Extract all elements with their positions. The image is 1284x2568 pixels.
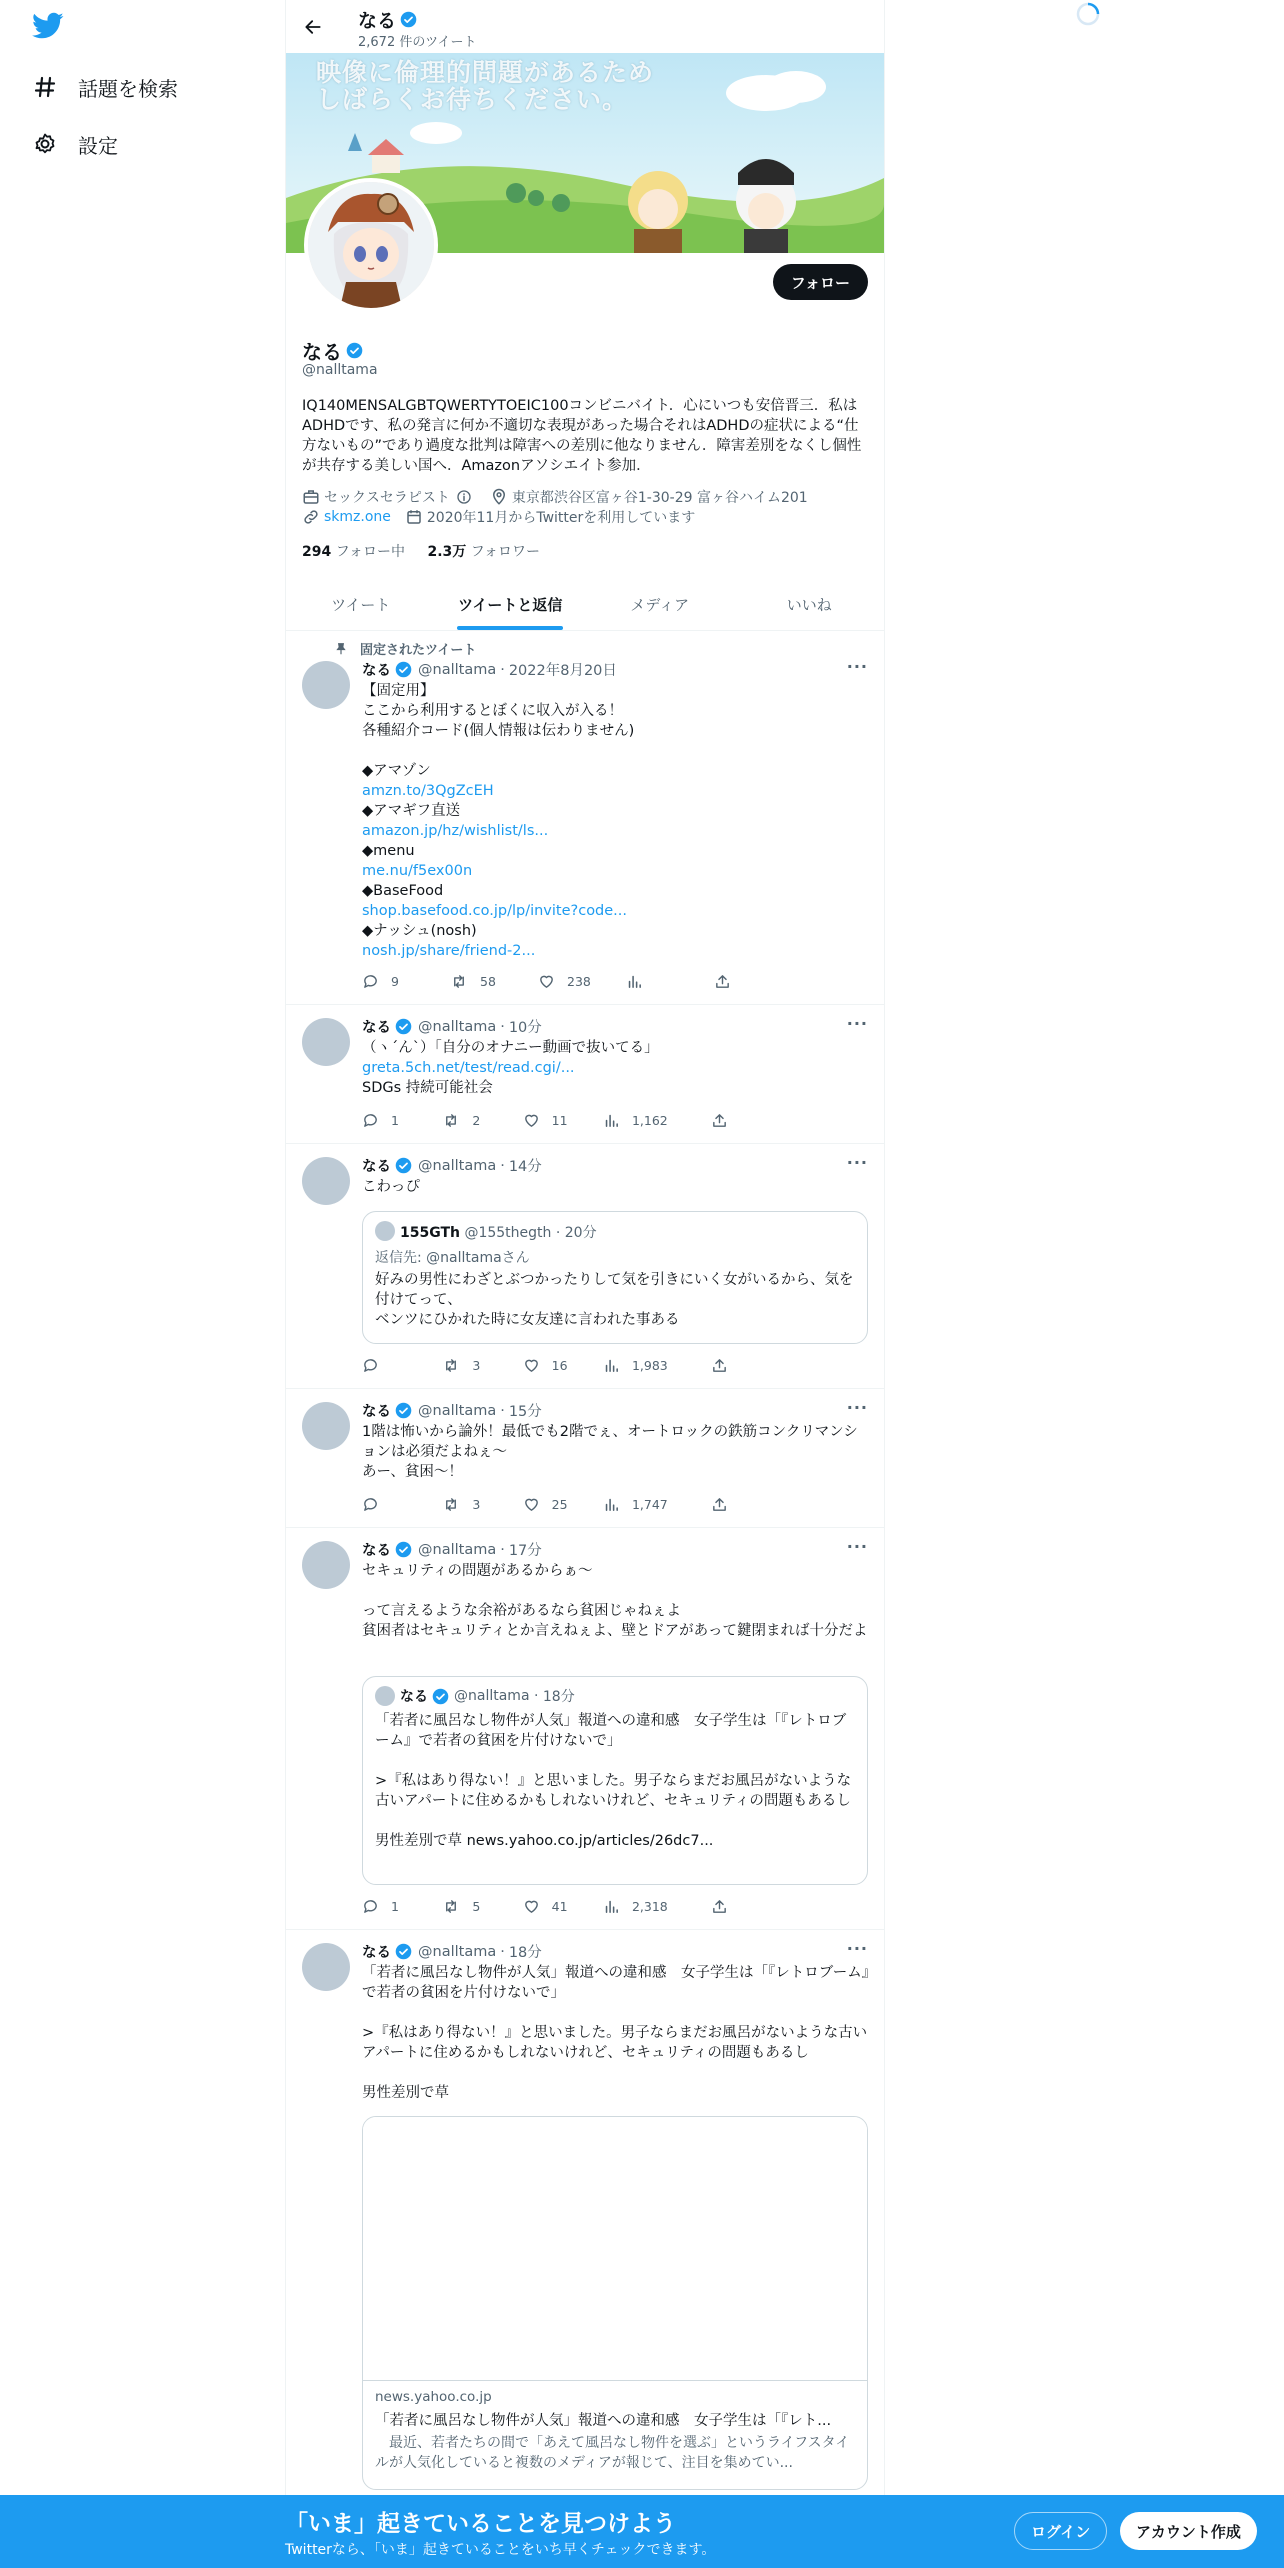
share-icon bbox=[714, 973, 731, 990]
profile-location bbox=[490, 487, 808, 507]
verified-badge-icon bbox=[395, 1157, 412, 1174]
like-button[interactable] bbox=[523, 1496, 603, 1513]
retweet-icon bbox=[442, 1112, 460, 1129]
tab-tweets-and-replies[interactable]: ツイートと返信 bbox=[436, 578, 586, 630]
views-button[interactable] bbox=[603, 1496, 711, 1513]
share-icon bbox=[711, 1112, 728, 1129]
tweet-actions bbox=[362, 973, 802, 990]
tweet-header: なる @nalltama · 14分 bbox=[362, 1155, 542, 1176]
back-arrow-icon[interactable] bbox=[300, 14, 326, 40]
reply-button[interactable] bbox=[362, 1898, 442, 1915]
retweet-button[interactable] bbox=[442, 1112, 522, 1129]
verified-badge-icon bbox=[395, 1018, 412, 1035]
tweet-text-line: 【固定用】 bbox=[362, 683, 435, 699]
tweet-author-name[interactable]: なる bbox=[362, 1159, 391, 1175]
tweet-author-handle: @nalltama bbox=[418, 1943, 497, 1960]
tweet-header: なる @nalltama · 17分 bbox=[362, 1539, 542, 1560]
tweet-time[interactable]: 14分 bbox=[508, 1159, 542, 1175]
profile-follow-stats bbox=[302, 541, 540, 561]
quoted-reply-to: 返信先: @nalltamaさん bbox=[375, 1250, 530, 1266]
tweet-avatar[interactable] bbox=[302, 1018, 350, 1066]
tweet-text-line: SDGs 持続可能社会 bbox=[362, 1080, 493, 1096]
reply-icon bbox=[362, 1357, 379, 1374]
following-count: 294 bbox=[302, 544, 332, 560]
view-count: 1,162 bbox=[631, 1113, 668, 1128]
verified-badge-icon bbox=[395, 1541, 412, 1558]
tweet[interactable] bbox=[286, 1005, 884, 1144]
tweet-author-handle: @nalltama bbox=[418, 1402, 497, 1419]
share-button[interactable] bbox=[711, 1112, 802, 1129]
tweet-text: こわっぴ bbox=[362, 1179, 420, 1195]
nav-explore[interactable] bbox=[32, 67, 178, 107]
tweet-link[interactable]: amzn.to/3QgZcEH bbox=[362, 783, 494, 799]
followers-stat[interactable] bbox=[427, 544, 540, 560]
following-label: フォロー中 bbox=[335, 544, 405, 560]
tweet-text-line: ◆BaseFood bbox=[362, 883, 444, 899]
tweet-time[interactable]: 15分 bbox=[508, 1404, 542, 1420]
signup-banner-subtitle: Twitterなら、「いま」起きていることをいち早くチェックできます。 bbox=[285, 2542, 716, 2558]
reply-count: 1 bbox=[391, 1899, 399, 1914]
tweet-link[interactable]: me.nu/f5ex00n bbox=[362, 863, 473, 879]
retweet-icon bbox=[442, 1898, 460, 1915]
tweet-text-line: ◆アマギフ直送 bbox=[362, 803, 461, 819]
link-card-title: 「若者に風呂なし物件が人気」報道への違和感 女子学生は「『レト... bbox=[375, 2413, 832, 2429]
retweet-count: 2 bbox=[472, 1113, 481, 1128]
profile-tabs bbox=[286, 578, 884, 631]
tweet-text-line: ここから利用するとぼくに収入が入る！ bbox=[362, 703, 623, 719]
profile-avatar[interactable] bbox=[304, 178, 438, 312]
signup-button[interactable]: アカウント作成 bbox=[1120, 2512, 1257, 2550]
tweet[interactable] bbox=[286, 1528, 884, 1930]
share-icon bbox=[711, 1898, 728, 1915]
nav-explore-label: 話題を検索 bbox=[78, 76, 178, 101]
heart-icon bbox=[523, 1496, 540, 1513]
link-card-image bbox=[363, 2117, 867, 2381]
retweet-icon bbox=[442, 1496, 460, 1513]
location-pin-icon bbox=[490, 488, 508, 506]
profile-url-link[interactable]: skmz.one bbox=[324, 509, 391, 525]
profile-bio: IQ140MENSALGBTQWERTYTOEIC100コンビニバイト．心にいつも安倍晋三．私はADHDです、私の発言に何か不適切な表現があった場合それはADHDの症状による“仕方ないもの”であり過度な批判は障害への差別に他なりません．障害差別をなくし個性が共存する美しい国へ．Amazonアソシエイト参加． bbox=[302, 398, 862, 474]
nav-settings[interactable] bbox=[32, 124, 118, 164]
calendar-icon bbox=[405, 508, 423, 526]
pin-icon bbox=[334, 642, 348, 656]
tweet-text-line bbox=[362, 741, 870, 761]
tweet-time[interactable]: 17分 bbox=[508, 1543, 542, 1559]
heart-icon bbox=[523, 1112, 540, 1129]
tweet-text: 1階は怖いから論外！最低でも2階でぇ、オートロックの鉄筋コンクリマンションは必須だよねぇ〜 あー、貧困〜！ bbox=[362, 1424, 858, 1480]
analytics-icon bbox=[603, 1496, 620, 1513]
more-options-icon[interactable]: ··· bbox=[846, 1014, 868, 1033]
profile-header-bar bbox=[286, 0, 884, 53]
reply-button[interactable] bbox=[362, 973, 450, 990]
tweet-avatar[interactable] bbox=[302, 1541, 350, 1589]
verified-badge-icon bbox=[432, 1688, 449, 1705]
nav-settings-label: 設定 bbox=[78, 133, 118, 158]
profile-name-text: なる bbox=[302, 340, 342, 364]
tweet-time[interactable]: 2022年8月20日 bbox=[508, 663, 617, 679]
views-button[interactable] bbox=[603, 1898, 711, 1915]
more-options-icon[interactable]: ··· bbox=[846, 1398, 868, 1417]
left-nav bbox=[0, 0, 285, 2568]
tweet-avatar[interactable] bbox=[302, 1402, 350, 1450]
quoted-time: 18分 bbox=[542, 1689, 575, 1705]
pinned-indicator bbox=[334, 639, 476, 658]
verified-badge-icon bbox=[395, 1402, 412, 1419]
heart-icon bbox=[523, 1357, 540, 1374]
analytics-icon bbox=[603, 1112, 620, 1129]
quoted-tweet[interactable] bbox=[362, 1676, 868, 1885]
quoted-author-name: なる bbox=[400, 1689, 428, 1705]
banner-caption-line1: 映像に倫理的問題があるため bbox=[316, 58, 655, 87]
hashtag-icon bbox=[32, 74, 58, 100]
share-button[interactable] bbox=[711, 1357, 802, 1374]
link-card[interactable] bbox=[362, 2116, 868, 2490]
like-button[interactable] bbox=[523, 1112, 603, 1129]
verified-badge-icon bbox=[346, 342, 363, 359]
tweet-author-name[interactable]: なる bbox=[362, 1543, 391, 1559]
retweet-count: 5 bbox=[472, 1899, 481, 1914]
verified-badge-icon bbox=[395, 661, 412, 678]
retweet-button[interactable] bbox=[450, 973, 538, 990]
briefcase-icon bbox=[302, 488, 320, 506]
analytics-icon bbox=[603, 1898, 620, 1915]
tweet-time[interactable]: 18分 bbox=[508, 1945, 542, 1961]
profile-location-text: 東京都渋谷区富ヶ谷1-30-29 富ヶ谷ハイム201 bbox=[511, 490, 808, 506]
share-icon bbox=[711, 1357, 728, 1374]
link-icon bbox=[302, 508, 320, 526]
profile-handle: @nalltama bbox=[302, 362, 378, 378]
tweet-avatar[interactable] bbox=[302, 1157, 350, 1205]
tweet-text-line: ◆アマゾン bbox=[362, 763, 431, 779]
reply-icon bbox=[362, 1112, 379, 1129]
tweet-header: なる @nalltama · 2022年8月20日 bbox=[362, 659, 617, 680]
quoted-avatar bbox=[375, 1686, 395, 1706]
tweet-header: なる @nalltama · 15分 bbox=[362, 1400, 542, 1421]
profile-name bbox=[302, 336, 363, 365]
tweet-author-name[interactable]: なる bbox=[362, 1945, 391, 1961]
signup-banner bbox=[0, 2495, 1284, 2568]
twitter-logo-icon[interactable] bbox=[32, 12, 66, 46]
quoted-tweet[interactable] bbox=[362, 1211, 868, 1344]
header-name bbox=[358, 6, 417, 33]
tweet-text-line: ◆ナッシュ(nosh) bbox=[362, 923, 477, 939]
more-options-icon[interactable]: ··· bbox=[846, 657, 868, 676]
views-button[interactable] bbox=[603, 1357, 711, 1374]
profile-url bbox=[302, 508, 391, 526]
like-button[interactable] bbox=[523, 1898, 603, 1915]
like-count: 238 bbox=[567, 974, 591, 989]
verified-badge-icon bbox=[395, 1943, 412, 1960]
view-count: 2,318 bbox=[631, 1899, 668, 1914]
tab-media[interactable]: メディア bbox=[630, 595, 690, 614]
profile-meta-row2 bbox=[302, 507, 709, 527]
verified-badge-icon bbox=[400, 11, 417, 28]
header-tweet-count: 2,672 件のツイート bbox=[358, 35, 477, 50]
share-icon bbox=[711, 1496, 728, 1513]
tweet-time[interactable]: 10分 bbox=[508, 1020, 542, 1036]
tweet-header: なる @nalltama · 18分 bbox=[362, 1941, 542, 1962]
retweet-icon bbox=[450, 973, 468, 990]
tweet-link[interactable]: greta.5ch.net/test/read.cgi/... bbox=[362, 1060, 575, 1076]
reply-button[interactable] bbox=[362, 1112, 442, 1129]
views-button[interactable] bbox=[626, 973, 714, 990]
tweet-author-name[interactable]: なる bbox=[362, 1020, 391, 1036]
profile-meta-row1 bbox=[302, 487, 822, 507]
retweet-count: 3 bbox=[472, 1497, 481, 1512]
retweet-count: 3 bbox=[472, 1358, 481, 1373]
profile-joined bbox=[405, 507, 695, 527]
views-button[interactable] bbox=[603, 1112, 711, 1129]
tweet-header: なる @nalltama · 10分 bbox=[362, 1016, 542, 1037]
reply-count: 1 bbox=[391, 1113, 399, 1128]
profile-category-text: セックスセラピスト bbox=[324, 490, 450, 506]
tweet-text-line: （ヽ´ん`）「自分のオナニー動画で抜いてる」 bbox=[362, 1040, 659, 1056]
tweet-author-handle: @nalltama bbox=[418, 1018, 497, 1035]
reply-button[interactable] bbox=[362, 1357, 442, 1374]
quoted-tweet-header: 155GTh @155thegth · 20分 bbox=[375, 1221, 597, 1242]
reply-icon bbox=[362, 973, 379, 990]
retweet-button[interactable] bbox=[442, 1357, 522, 1374]
analytics-icon bbox=[626, 973, 643, 990]
login-button[interactable]: ログイン bbox=[1014, 2512, 1107, 2550]
share-button[interactable] bbox=[711, 1496, 802, 1513]
profile-category bbox=[302, 487, 476, 507]
tweet-actions bbox=[362, 1112, 802, 1129]
tweet-text bbox=[362, 681, 870, 961]
like-count: 16 bbox=[551, 1358, 568, 1373]
reply-icon bbox=[362, 1898, 379, 1915]
banner-caption-line2: しばらくお待ちください。 bbox=[316, 85, 629, 114]
retweet-button[interactable] bbox=[442, 1898, 522, 1915]
like-button[interactable] bbox=[523, 1357, 603, 1374]
tweet[interactable] bbox=[286, 631, 884, 1005]
retweet-button[interactable] bbox=[442, 1496, 522, 1513]
tweet-avatar[interactable] bbox=[302, 661, 350, 709]
tweet-text-line: ◆menu bbox=[362, 843, 415, 859]
view-count: 1,747 bbox=[631, 1497, 668, 1512]
reply-count: 9 bbox=[391, 974, 399, 989]
quoted-author-handle: @nalltama bbox=[454, 1688, 530, 1704]
tweet-link[interactable]: shop.basefood.co.jp/lp/invite?code... bbox=[362, 903, 628, 919]
info-icon[interactable] bbox=[456, 489, 472, 505]
tweet-text-line: 各種紹介コード(個人情報は伝わりません) bbox=[362, 723, 635, 739]
tweet-actions bbox=[362, 1357, 802, 1374]
like-count: 41 bbox=[551, 1899, 568, 1914]
retweet-count: 58 bbox=[480, 974, 496, 989]
tweet[interactable] bbox=[286, 1389, 884, 1528]
tweet-text: 「若者に風呂なし物件が人気」報道への違和感 女子学生は「『レトロブーム』で若者の貧困を片付けないで」 >『私はあり得ない！』と思いました。男子ならまだお風呂がないような古いアパートに住めるかもしれないけれど、セキュリティの問題もあるし 男性差別で草 bbox=[362, 1965, 870, 2101]
tweet-text bbox=[362, 1038, 870, 1098]
quoted-tweet-header: なる @nalltama · 18分 bbox=[375, 1686, 575, 1706]
tweet-author-name[interactable]: なる bbox=[362, 663, 391, 679]
quoted-author-handle: @155thegth bbox=[464, 1225, 552, 1241]
like-button[interactable] bbox=[538, 973, 626, 990]
tweet-actions bbox=[362, 1898, 802, 1915]
tweet-author-handle: @nalltama bbox=[418, 1157, 497, 1174]
tab-likes[interactable]: いいね bbox=[786, 595, 832, 614]
reply-icon bbox=[362, 1496, 379, 1513]
tweet[interactable] bbox=[286, 1930, 884, 2568]
heart-icon bbox=[523, 1898, 540, 1915]
pinned-label: 固定されたツイート bbox=[360, 643, 477, 658]
reply-button[interactable] bbox=[362, 1496, 442, 1513]
more-options-icon[interactable]: ··· bbox=[846, 1153, 868, 1172]
followers-count: 2.3万 bbox=[427, 544, 467, 560]
follow-button[interactable]: フォロー bbox=[773, 264, 868, 300]
quoted-time: 20分 bbox=[564, 1225, 597, 1241]
tweet-author-name[interactable]: なる bbox=[362, 1404, 391, 1420]
link-card-description: 最近、若者たちの間で「あえて風呂なし物件を選ぶ」というライフスタイルが人気化していると複数のメディアが報じて、注目を集めてい... bbox=[375, 2435, 850, 2471]
followers-label: フォロワー bbox=[470, 544, 541, 560]
main-column bbox=[285, 0, 885, 2568]
quoted-author-name: 155GTh bbox=[400, 1225, 460, 1241]
tweet[interactable] bbox=[286, 1144, 884, 1389]
following-stat[interactable] bbox=[302, 544, 405, 560]
like-count: 11 bbox=[551, 1113, 568, 1128]
link-card-domain: news.yahoo.co.jp bbox=[375, 2389, 492, 2405]
tweet-author-handle: @nalltama bbox=[418, 1541, 497, 1558]
tweet-actions bbox=[362, 1496, 802, 1513]
signup-banner-title: 「いま」起きていることを見つけよう bbox=[285, 2511, 676, 2537]
header-name-text: なる bbox=[358, 10, 397, 32]
loading-spinner-icon bbox=[1076, 2, 1100, 26]
like-count: 25 bbox=[551, 1497, 568, 1512]
quoted-tweet-text: 好みの男性にわざとぶつかったりして気を引きにいく女がいるから、気を付けてって、 ベンツにひかれた時に女友達に言われた事ある bbox=[375, 1272, 854, 1328]
gear-icon bbox=[32, 131, 58, 157]
tab-tweets[interactable]: ツイート bbox=[331, 595, 391, 614]
more-options-icon[interactable]: ··· bbox=[846, 1537, 868, 1556]
more-options-icon[interactable]: ··· bbox=[846, 1939, 868, 1958]
profile-joined-text: 2020年11月からTwitterを利用しています bbox=[426, 510, 696, 526]
tweet-link[interactable]: nosh.jp/share/friend-2... bbox=[362, 943, 536, 959]
tweet-link[interactable]: amazon.jp/hz/wishlist/ls... bbox=[362, 823, 549, 839]
tweet-author-handle: @nalltama bbox=[418, 661, 497, 678]
share-button[interactable] bbox=[711, 1898, 802, 1915]
retweet-icon bbox=[442, 1357, 460, 1374]
share-button[interactable] bbox=[714, 973, 802, 990]
analytics-icon bbox=[603, 1357, 620, 1374]
tweet-text: セキュリティの問題があるからぁ〜 って言えるような余裕があるなら貧困じゃねぇよ 貧困者はセキュリティとか言えねぇよ、壁とドアがあって鍵閉まれば十分だよ bbox=[362, 1563, 868, 1639]
quoted-avatar bbox=[375, 1221, 395, 1241]
heart-icon bbox=[538, 973, 555, 990]
tweet-avatar[interactable] bbox=[302, 1943, 350, 1991]
quoted-tweet-text: 「若者に風呂なし物件が人気」報道への違和感 女子学生は「『レトロブーム』で若者の貧困を片付けないで」 >『私はあり得ない！』と思いました。男子ならまだお風呂がないような古いアパートに住めるかもしれないけれど、セキュリティの問題もあるし 男性差別で草 news.yahoo.co.jp/articles/26dc7... bbox=[375, 1713, 852, 1849]
view-count: 1,983 bbox=[631, 1358, 668, 1373]
